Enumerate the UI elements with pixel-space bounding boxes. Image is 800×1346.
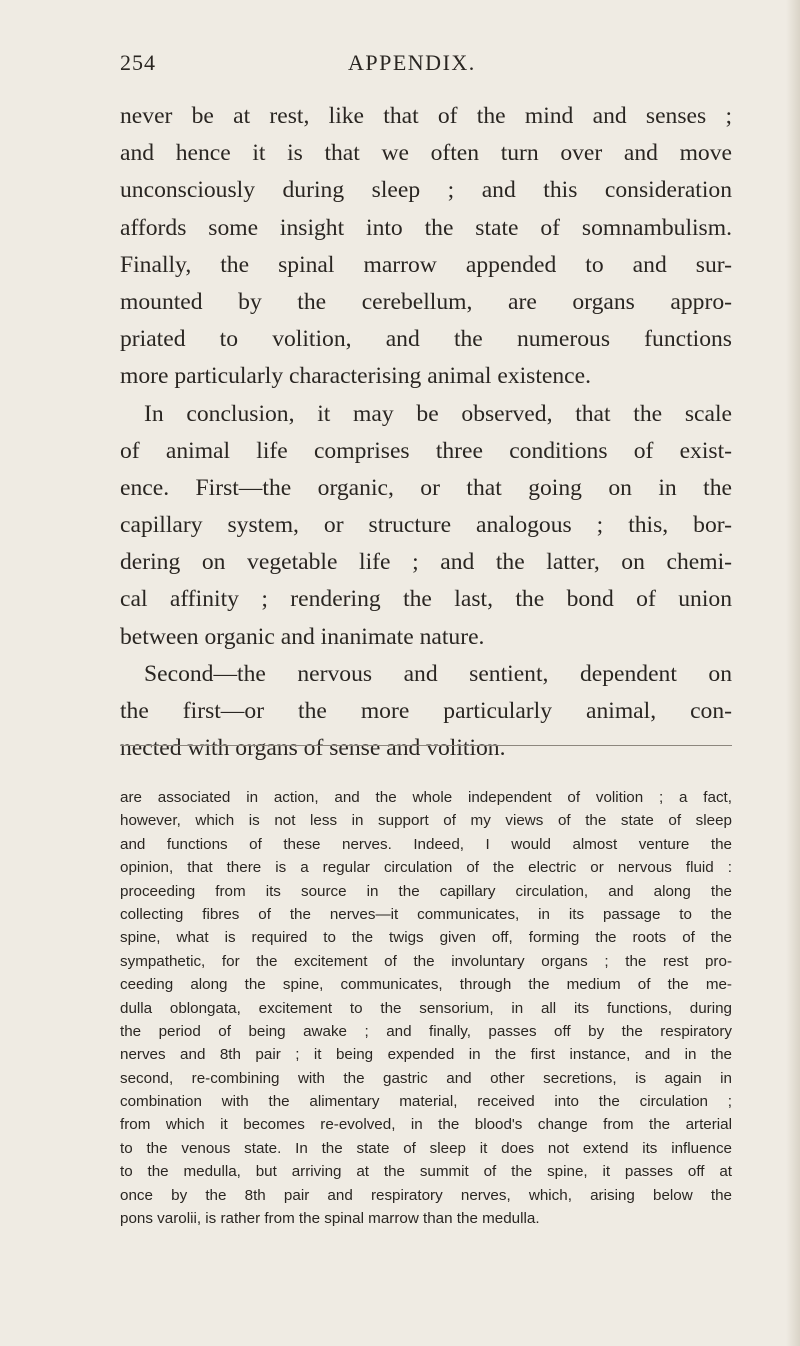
main-text — [120, 98, 732, 767]
footnote-line: dulla oblongata, excitement to the sensorium, in all its functions, during — [120, 999, 732, 1017]
text-line: ence. First—the organic, or that going on in the — [120, 474, 732, 501]
footnote-line: the period of being awake ; and finally, passes off by the respiratory — [120, 1022, 732, 1040]
page-number: 254 — [120, 50, 156, 75]
footnote-line: combination with the alimentary material, received into the circulation ; — [120, 1093, 732, 1111]
text-line: of animal life comprises three conditions of exist- — [120, 437, 732, 464]
paragraph-start-line: Second—the nervous and sentient, dependent on — [144, 660, 732, 687]
footnote-line: from which it becomes re-evolved, in the blood's change from the arterial — [120, 1116, 732, 1134]
footnote-line: and functions of these nerves. Indeed, I would almost venture the — [120, 835, 732, 853]
footnote-line: collecting fibres of the nerves—it communicates, in its passage to the — [120, 905, 732, 923]
footnote-line: sympathetic, for the excitement of the involuntary organs ; the rest pro- — [120, 952, 732, 970]
text-line: between organic and inanimate nature. — [120, 623, 485, 650]
text-line: dering on vegetable life ; and the latter, on chemi- — [120, 549, 732, 576]
paragraph-start-line: In conclusion, it may be observed, that the scale — [144, 400, 732, 427]
footnote-line: nerves and 8th pair ; it being expended in the first instance, and in the — [120, 1046, 732, 1064]
running-head: APPENDIX. — [348, 50, 476, 75]
footnote-line: second, re-combining with the gastric and other secretions, is again in — [120, 1069, 732, 1087]
footnote-line: ceeding along the spine, communicates, through the medium of the me- — [120, 976, 732, 994]
text-line: capillary system, or structure analogous ; this, bor- — [120, 512, 732, 539]
text-line: and hence it is that we often turn over and move — [120, 140, 732, 167]
text-line: cal affinity ; rendering the last, the bond of union — [120, 586, 732, 613]
text-line: never be at rest, like that of the mind and senses ; — [120, 103, 732, 129]
footnote-line: are associated in action, and the whole independent of volition ; a fact, — [120, 789, 732, 806]
text-line: priated to volition, and the numerous functions — [120, 326, 732, 353]
text-line: affords some insight into the state of somnambulism. — [120, 214, 732, 241]
footnote-line: pons varolii, is rather from the spinal marrow than the medulla. — [120, 1210, 540, 1228]
page-header — [120, 50, 730, 80]
footnote-line: proceeding from its source in the capillary circulation, and along the — [120, 882, 732, 900]
footnote-rule — [120, 745, 732, 746]
page-edge-shadow — [786, 0, 800, 1346]
text-line: nected with organs of sense and volition. — [120, 735, 506, 762]
text-line: the first—or the more particularly animal, con- — [120, 698, 732, 724]
text-line: Finally, the spinal marrow appended to and sur- — [120, 251, 732, 278]
footnote-line: opinion, that there is a regular circulation of the electric or nervous fluid : — [120, 859, 732, 877]
footnote-line: however, which is not less in support of my views of the state of sleep — [120, 812, 732, 830]
footnote-line: spine, what is required to the twigs given off, forming the roots of the — [120, 929, 732, 947]
text-line: unconsciously during sleep ; and this consideration — [120, 177, 732, 204]
text-line: more particularly characterising animal existence. — [120, 363, 591, 390]
footnote-line: to the medulla, but arriving at the summit of the spine, it passes off at — [120, 1163, 732, 1181]
footnote-line: to the venous state. In the state of sleep it does not extend its influence — [120, 1139, 732, 1157]
footnote-line: once by the 8th pair and respiratory nerves, which, arising below the — [120, 1186, 732, 1204]
footnote — [120, 786, 732, 1230]
text-line: mounted by the cerebellum, are organs appro- — [120, 288, 732, 315]
